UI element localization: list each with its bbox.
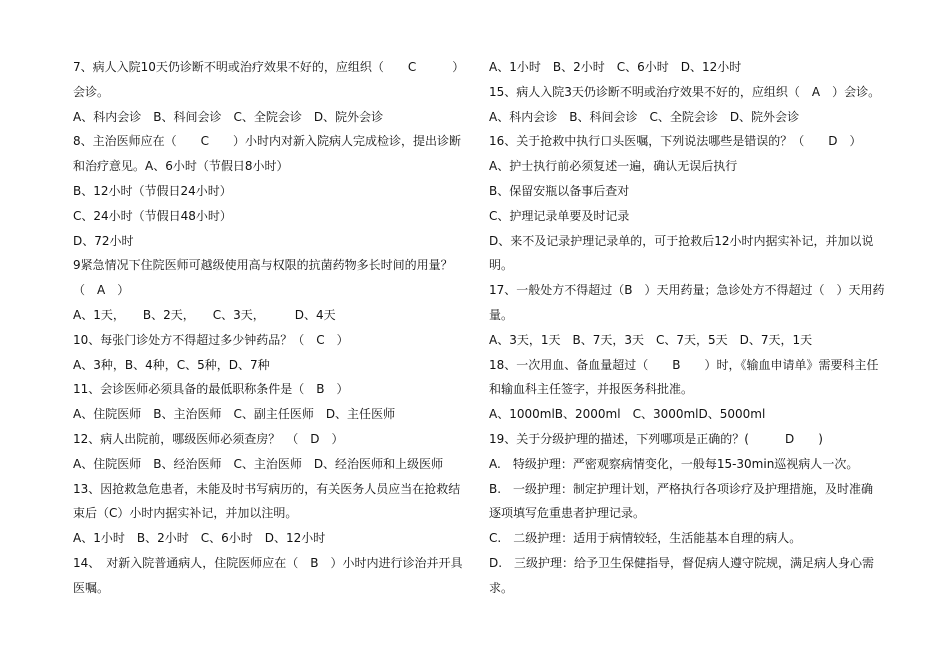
left-text-line: 14、 对新入院普通病人，住院医师应在（ B ）小时内进行诊治并开具 xyxy=(73,555,463,570)
left-text-line: 13、因抢救急危患者，未能及时书写病历的，有关医务人员应当在抢救结 xyxy=(73,481,461,496)
right-text-line: D. 三级护理：给予卫生保健指导，督促病人遵守院规，满足病人身心需 xyxy=(489,555,875,570)
left-text-line: （ A ） xyxy=(73,283,130,298)
right-text-line: A、1000mlB、2000ml C、3000mlD、5000ml xyxy=(489,407,766,422)
left-text-line: 医嘱。 xyxy=(73,580,110,595)
right-text-line: C. 二级护理：适用于病情较轻，生活能基本自理的病人。 xyxy=(489,531,802,546)
left-text-line: A、科内会诊 B、科间会诊 C、全院会诊 D、院外会诊 xyxy=(73,109,384,124)
left-text-line: B、12小时（节假日24小时） xyxy=(73,183,232,198)
right-text-line: 15、病人入院3天仍诊断不明或治疗效果不好的，应组织（ A ）会诊。 xyxy=(489,84,881,99)
right-text-line: 19、关于分级护理的描述，下列哪项是正确的？( D ) xyxy=(489,431,823,446)
right-text-line: 逐项填写危重患者护理记录。 xyxy=(489,506,646,521)
left-text-line: C、24小时（节假日48小时） xyxy=(73,208,232,223)
right-text-line: 17、一般处方不得超过（B ）天用药量；急诊处方不得超过（ ）天用药 xyxy=(489,283,885,298)
right-text-line: 量。 xyxy=(489,307,514,322)
right-text-line: 16、关于抢救中执行口头医嘱，下列说法哪些是错误的？（ D ） xyxy=(489,134,862,149)
right-text-line: C、护理记录单要及时记录 xyxy=(489,208,630,223)
right-text-line: A、3天，1天 B、7天，3天 C、7天，5天 D、7天，1天 xyxy=(489,332,813,347)
left-text-line: D、72小时 xyxy=(73,233,134,248)
left-text-line: A、3种，B、4种，C、5种，D、7种 xyxy=(73,357,270,372)
left-text-line: 7、病人入院10天仍诊断不明或治疗效果不好的，应组织（ C ） xyxy=(73,60,465,74)
left-text-line: 束后（C）小时内据实补记，并加以注明。 xyxy=(73,506,298,521)
left-text-line: A、1天， B、2天， C、3天， D、4天 xyxy=(73,307,336,322)
right-text-line: 和输血科主任签字，并报医务科批准。 xyxy=(489,382,694,397)
left-text-line: 8、主治医师应在（ C ）小时内对新入院病人完成检诊，提出诊断 xyxy=(73,134,462,149)
left-text-line: 会诊。 xyxy=(73,84,110,99)
right-text-line: A、1小时 B、2小时 C、6小时 D、12小时 xyxy=(489,60,742,74)
left-text-line: A、住院医师 B、主治医师 C、副主任医师 D、主任医师 xyxy=(73,407,396,422)
right-text-line: 18、一次用血、备血量超过（ B ）时，《输血申请单》需要科主任 xyxy=(489,357,879,372)
left-text-line: 10、每张门诊处方不得超过多少钟药品？（ C ） xyxy=(73,332,349,347)
left-text-line: 12、病人出院前，哪级医师必须查房？ （ D ） xyxy=(73,431,344,446)
right-column xyxy=(489,55,889,601)
right-text-line: A. 特级护理：严密观察病情变化，一般每15-30min巡视病人一次。 xyxy=(489,456,859,471)
left-text-line: 11、会诊医师必须具备的最低职称条件是（ B ） xyxy=(73,382,349,397)
left-text-line: A、1小时 B、2小时 C、6小时 D、12小时 xyxy=(73,531,326,546)
left-text-line: A、住院医师 B、经治医师 C、主治医师 D、经治医师和上级医师 xyxy=(73,456,444,471)
right-text-line: A、科内会诊 B、科间会诊 C、全院会诊 D、院外会诊 xyxy=(489,109,800,124)
right-text-line: D、来不及记录护理记录单的，可于抢救后12小时内据实补记，并加以说 xyxy=(489,233,874,248)
right-text-line: A、护士执行前必须复述一遍，确认无误后执行 xyxy=(489,159,738,174)
right-text-line: 明。 xyxy=(489,258,514,273)
left-text-line: 9紧急情况下住院医师可越级使用高与权限的抗菌药物多长时间的用量？ xyxy=(73,258,453,273)
right-text-line: 求。 xyxy=(489,580,514,595)
left-text-line: 和治疗意见。A、6小时（节假日8小时） xyxy=(73,159,289,174)
left-column xyxy=(73,55,469,601)
right-text-line: B、保留安瓶以备事后查对 xyxy=(489,183,630,198)
right-text-line: B. 一级护理：制定护理计划，严格执行各项诊疗及护理措施，及时准确 xyxy=(489,481,874,496)
